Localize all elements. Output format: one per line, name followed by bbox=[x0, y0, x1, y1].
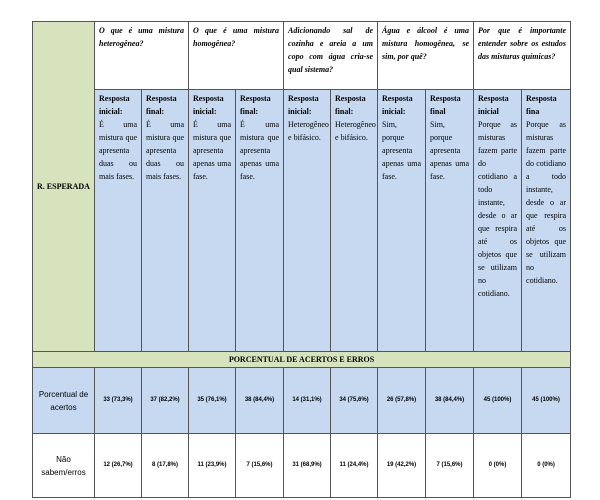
response-head: Resposta inicial: bbox=[99, 94, 130, 116]
response-cell bbox=[284, 90, 331, 352]
stat-value: 0 (0%) bbox=[474, 434, 522, 498]
response-head: Resposta final: bbox=[335, 94, 366, 116]
stat-value: 7 (15,6%) bbox=[426, 434, 474, 498]
stat-value: 34 (75,6%) bbox=[331, 368, 378, 434]
stat-value: 14 (31,1%) bbox=[284, 368, 331, 434]
responses-row bbox=[33, 90, 571, 352]
response-cell bbox=[331, 90, 378, 352]
response-cell bbox=[95, 90, 142, 352]
stat-value: 12 (26,7%) bbox=[95, 434, 142, 498]
stat-value: 7 (15,6%) bbox=[236, 434, 284, 498]
response-head: Resposta final bbox=[430, 94, 461, 116]
response-head: Resposta inicial bbox=[478, 94, 509, 116]
question-3: Adicionando sal de cozinha e areia a um copo com água cria-se qual sistema? bbox=[284, 22, 378, 90]
response-body: É uma mistura que apresenta apenas uma fase. bbox=[240, 120, 280, 181]
response-body: Heterogêneo e bifásico. bbox=[288, 120, 329, 142]
response-body: É uma mistura que apresenta duas ou mais fases. bbox=[146, 120, 184, 181]
row-label-cell bbox=[33, 22, 95, 352]
response-cell bbox=[142, 90, 189, 352]
response-body: Porque as misturas fazem parte do cotidiano a todo instante, desde o ar que respira até os objetos que se utilizam no cotidiano. bbox=[478, 120, 518, 298]
stat-value: 0 (0%) bbox=[522, 434, 571, 498]
question-4: Água e álcool é uma mistura homogênea, se sim, por quê? bbox=[378, 22, 474, 90]
response-body: Sim, porque apresenta apenas uma fase. bbox=[382, 120, 422, 181]
response-head: Resposta inicial: bbox=[193, 94, 224, 116]
row-label: R. ESPERADA bbox=[37, 182, 90, 191]
response-head: Resposta final: bbox=[146, 94, 177, 116]
questions-row bbox=[33, 22, 571, 90]
stats-row-erros bbox=[33, 434, 571, 498]
stat-value: 8 (17,8%) bbox=[142, 434, 189, 498]
response-body: Sim, porque apresenta apenas uma fase. bbox=[430, 120, 470, 181]
stat-value: 11 (23,9%) bbox=[189, 434, 236, 498]
response-cell bbox=[189, 90, 236, 352]
response-cell bbox=[236, 90, 284, 352]
response-head: Resposta fina bbox=[526, 94, 557, 116]
section-title: PORCENTUAL DE ACERTOS E ERROS bbox=[33, 352, 571, 368]
stat-value: 33 (73,3%) bbox=[95, 368, 142, 434]
stat-label: Não sabem/erros bbox=[33, 434, 95, 498]
stat-value: 45 (100%) bbox=[522, 368, 571, 434]
question-1: O que é uma mistura heterogênea? bbox=[95, 22, 189, 90]
stat-value: 38 (84,4%) bbox=[426, 368, 474, 434]
question-2: O que é uma mistura homogênea? bbox=[189, 22, 284, 90]
stat-value: 26 (57,8%) bbox=[378, 368, 426, 434]
stat-value: 31 (68,9%) bbox=[284, 434, 331, 498]
section-row bbox=[33, 352, 571, 368]
stats-row-acertos bbox=[33, 368, 571, 434]
stat-value: 45 (100%) bbox=[474, 368, 522, 434]
question-5: Por que é importante entender sobre os estudos das misturas químicas? bbox=[474, 22, 571, 90]
response-cell bbox=[474, 90, 522, 352]
stat-value: 19 (42,2%) bbox=[378, 434, 426, 498]
stat-label: Porcentual de acertos bbox=[33, 368, 95, 434]
response-body: É uma mistura que apresenta duas ou mais fases. bbox=[99, 120, 137, 181]
response-body: Porque as misturas fazem parte do cotidiano a todo instante, desde o ar que respira até os objetos que se utilizam no cotidiano. bbox=[526, 120, 567, 285]
response-head: Resposta inicial: bbox=[288, 94, 319, 116]
stat-value: 11 (24,4%) bbox=[331, 434, 378, 498]
response-cell bbox=[522, 90, 571, 352]
response-body: Heterogêneo e bifásico. bbox=[335, 120, 376, 142]
response-cell bbox=[426, 90, 474, 352]
stat-value: 35 (76,1%) bbox=[189, 368, 236, 434]
response-body: É uma mistura que apresenta apenas uma fase. bbox=[193, 120, 231, 181]
stat-value: 38 (84,4%) bbox=[236, 368, 284, 434]
response-cell bbox=[378, 90, 426, 352]
stat-value: 37 (82,2%) bbox=[142, 368, 189, 434]
response-head: Resposta inicial: bbox=[382, 94, 413, 116]
results-table bbox=[32, 21, 571, 498]
response-head: Resposta final: bbox=[240, 94, 271, 116]
